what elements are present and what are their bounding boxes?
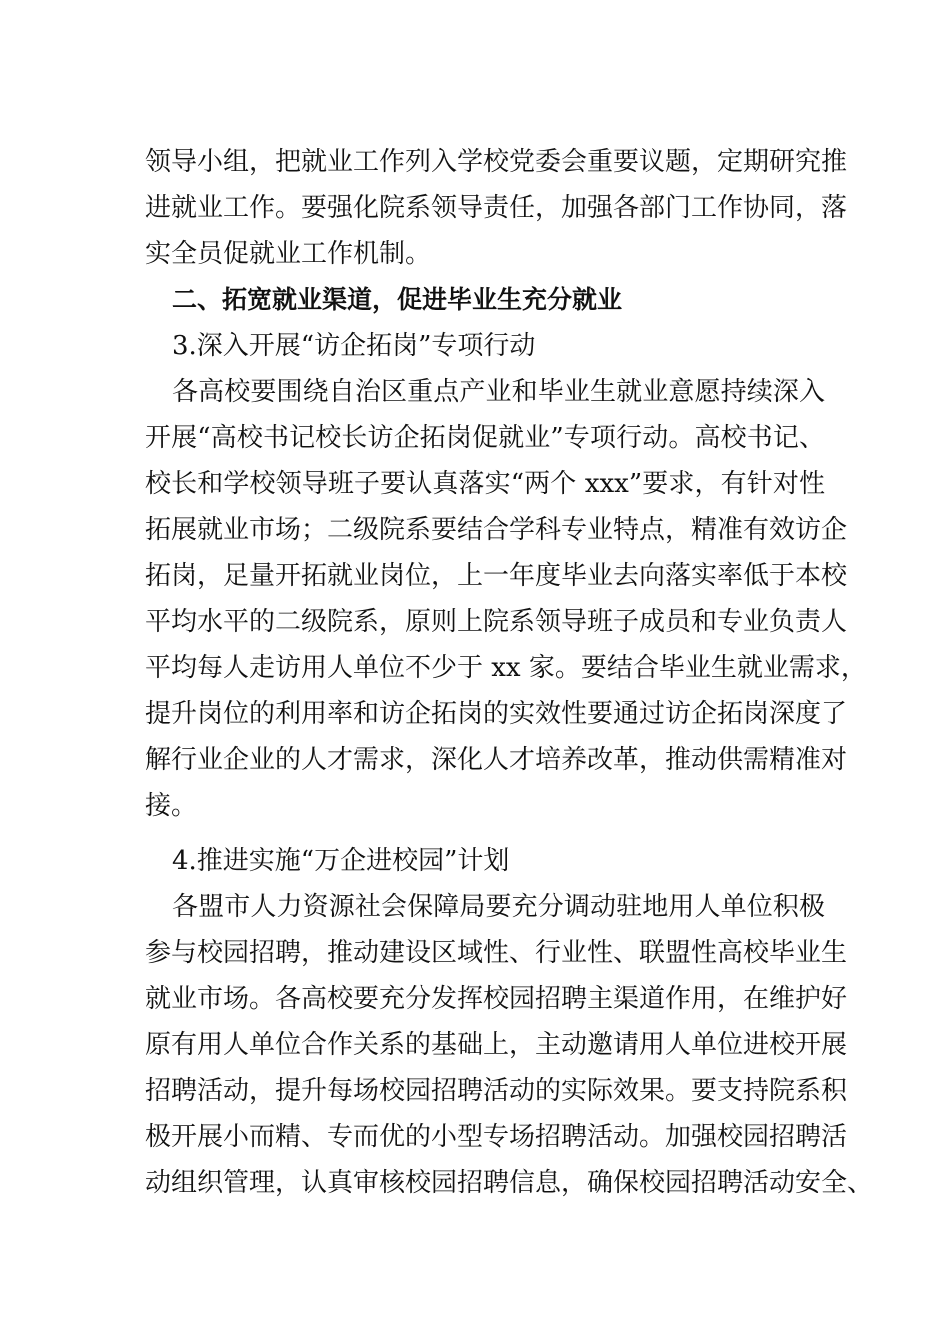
subsection-heading: 3.深入开展“访企拓岗”专项行动 bbox=[172, 331, 536, 361]
body-text-line: 实全员促就业工作机制。 bbox=[145, 239, 432, 269]
body-text-line: 解行业企业的人才需求，深化人才培养改革，推动供需精准对 bbox=[145, 745, 848, 775]
body-text-line: 拓岗，足量开拓就业岗位，上一年度毕业去向落实率低于本校 bbox=[145, 561, 848, 591]
body-text-line: 动组织管理，认真审核校园招聘信息，确保校园招聘活动安全、 bbox=[145, 1168, 874, 1198]
body-text-line: 极开展小而精、专而优的小型专场招聘活动。加强校园招聘活 bbox=[145, 1122, 848, 1152]
body-text-line: 原有用人单位合作关系的基础上，主动邀请用人单位进校开展 bbox=[145, 1030, 848, 1060]
body-text-line: 进就业工作。要强化院系领导责任，加强各部门工作协同，落 bbox=[145, 193, 848, 223]
body-text-line: 拓展就业市场；二级院系要结合学科专业特点，精准有效访企 bbox=[145, 515, 848, 545]
body-text-line: 领导小组，把就业工作列入学校党委会重要议题，定期研究推 bbox=[145, 147, 848, 177]
body-text-line: 参与校园招聘，推动建设区域性、行业性、联盟性高校毕业生 bbox=[145, 938, 848, 968]
body-text-line: 平均水平的二级院系，原则上院系领导班子成员和专业负责人 bbox=[145, 607, 848, 637]
body-text-line: 校长和学校领导班子要认真落实“两个 xxx”要求，有针对性 bbox=[145, 469, 825, 499]
body-text-line: 各高校要围绕自治区重点产业和毕业生就业意愿持续深入 bbox=[172, 377, 825, 407]
body-text-line: 平均每人走访用人单位不少于 xx 家。要结合毕业生就业需求， bbox=[145, 653, 867, 683]
body-text-line: 就业市场。各高校要充分发挥校园招聘主渠道作用，在维护好 bbox=[145, 984, 848, 1014]
body-text-line: 开展“高校书记校长访企拓岗促就业”专项行动。高校书记、 bbox=[145, 423, 825, 453]
body-text-line: 接。 bbox=[145, 791, 198, 821]
subsection-heading: 4.推进实施“万企进校园”计划 bbox=[172, 846, 510, 876]
body-text-line: 提升岗位的利用率和访企拓岗的实效性要通过访企拓岗深度了 bbox=[145, 699, 848, 729]
body-text-line: 各盟市人力资源社会保障局要充分调动驻地用人单位积极 bbox=[172, 892, 825, 922]
body-text-line: 招聘活动，提升每场校园招聘活动的实际效果。要支持院系积 bbox=[145, 1076, 848, 1106]
section-heading: 二、拓宽就业渠道，促进毕业生充分就业 bbox=[172, 285, 623, 314]
